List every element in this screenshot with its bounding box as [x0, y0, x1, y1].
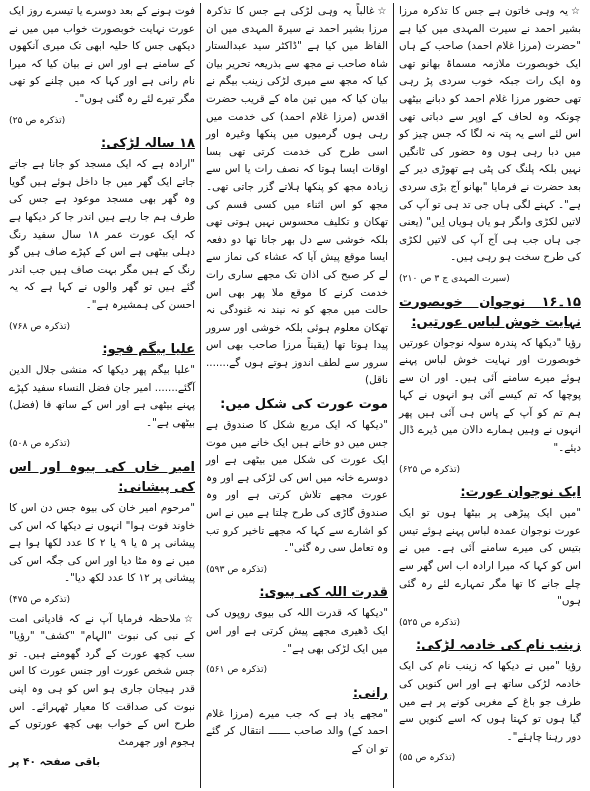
- paragraph-text: ملاحظہ فرمایا آپ نے کہ قادیانی امت کے نبی کی نبوت "الہام" "کشف" "رؤیا" سب کچھ عورت کے گرد گھومتے ہیں۔ تو جس شخص عورت اور جنس عورت کا اس قدر ہیجان جاری ہو اس کو ہی وہ اپنی نبوت کی صداقت کا معیار ٹھہرائے۔ اس طرح اس کے خواب بھی کچھ عورتوں کے ہجوم اور جھرمٹ: [9, 612, 195, 748]
- paragraph-text: "ارادہ ہے کہ ایک مسجد کو جانا ہے جاتے جاتے ایک گھر میں جا داخل ہوئے ہیں گویا وہ گھر بھی مسجد موعود ہے جس کی طرف ہم جا رہے ہیں اندر جا کر دیکھا ہے کہ ایک عورت عمر ۱۸ سال سفید رنگ دہلی بیٹھی ہے اس کے کپڑے صاف ہیں گو رنگ کے ہیں مگر بہت صاف ہیں جب اندر گئے ہیں تو گھر والوں نے کہا ہے کہ یہ احسن کی ہمشیرہ ہے"۔: [9, 158, 195, 311]
- paragraph-text: "دیکھا کہ قدرت اللہ کی بیوی روپوں کی ایک ڈھیری مجھے پیش کرتی ہے اور اس میں ایک لڑکی بھی ہے"۔: [206, 607, 388, 655]
- star-icon: ☆: [570, 6, 581, 17]
- paragraph: [206, 605, 388, 658]
- citation-reference: (تذکرہ ص ۲۵): [9, 114, 66, 126]
- citation-reference: (تذکرہ ص ۵۶۱): [206, 664, 268, 676]
- citation-reference: (تذکرہ ص ۴۷۵): [9, 594, 71, 606]
- paragraph: [9, 500, 195, 588]
- column-right: [394, 3, 586, 788]
- section-heading: ۱۸ سالہ لڑکی:: [101, 136, 195, 152]
- citation-reference: (سیرت المہدی ج ۳ ص ۲۱۰): [399, 272, 510, 284]
- citation-reference: (تذکرہ ص ۶۲۵): [399, 463, 461, 475]
- star-icon: ☆: [377, 6, 388, 17]
- paragraph: [9, 362, 195, 432]
- paragraph: [206, 706, 388, 759]
- section-heading: ایک نوجوان عورت:: [460, 485, 581, 501]
- paragraph: [399, 3, 581, 267]
- section-heading: امیر خاں کی بیوہ اور اس کی پیشانی:: [9, 460, 195, 496]
- paragraph-text: غالباً یہ وہی لڑکی ہے جس کا تذکرہ مرزا بشیر احمد نے سیرۃ المہدی میں ان الفاظ میں کیا ہے "ڈاکٹر سید عبدالستار شاہ صاحب نے مجھ سے بذریعہ تحریر بیان کیا کہ مجھ سے میری لڑکی زینب بیگم نے بیان کیا کہ میں تین ماہ کے قریب حضرت اقدس (مرزا غلام احمد) کی خدمت میں رہی ہوں گرمیوں میں پنکھا وغیرہ اور اسی طرح کی خدمت کرتی تھی بسا اوقات ایسا ہوتا کہ نصف رات یا اس سے زیادہ مجھ کو پنکھا ہلاتے گزر جاتی تھی۔ مجھ کو اس اثناء میں کسی قسم کی تھکان و تکلیف محسوس نہیں ہوتی تھی بلکہ خوشی سے دل بھر جاتا تھا دو دفعہ ایسا موقع پیش آیا کہ عشاء کی نماز سے لے کر صبح کی اذان تک مجھے ساری رات خدمت کرنے کا موقع ملا پھر بھی اس حالت میں مجھ کو نہ نیند نہ غنودگی نہ تھکان معلوم ہوئی بلکہ خوشی اور سرور پیدا ہوتا تھا (یقیناً مرزا صاحب بھی اس سرور سے لطف اندوز ہوتے ہوں گے....... ناقل): [206, 5, 388, 387]
- paragraph-text: فوت ہونے کے بعد دوسرے یا تیسرے روز ایک عورت نہایت خوبصورت خواب میں میں نے دیکھی جس کا حلیہ ابھی تک میری آنکھوں کے سامنے ہے اور اس نے بیان کیا کہ میرا نام رانی ہے اور کہا کہ میں چلنے کو تھی مگر تیرے لئے رہ گئی ہوں"۔: [9, 5, 195, 105]
- citation-reference: (تذکرہ ص ۵۰۸): [9, 438, 71, 450]
- citation-reference: (تذکرہ ص ۵۹۳): [206, 563, 268, 575]
- paragraph: [9, 3, 195, 109]
- paragraph: [206, 3, 388, 390]
- paragraph-text: یہ وہی خاتون ہے جس کا تذکرہ مرزا بشیر احمد نے سیرت المہدی میں کیا ہے "حضرت (مرزا غلام احمد) صاحب کے ہاں ایک خوبصورت ملازمہ مسماۃ بھانو تھی وہ ایک رات جبکہ خوب سردی پڑ رہی تھی حضور مرزا غلام احمد کو دبانے بیٹھی چونکہ وہ لحاف کے اوپر سے دباتی تھی اس لئے اسے یہ پتہ نہ لگا کہ جس چیز کو میں دبا رہی ہوں وہ حضور کی ٹانگیں نہیں بلکہ پلنگ کی پٹی ہے تھوڑی دیر کے بعد حضرت نے فرمایا "بھانو آج بڑی سردی ہے"۔ کہنے لگی ہاں جی تد ہی تو آپ کی لاتیں لکڑی واںگر ہو یاں ہویاں اِیں" (یعنی جی ہاں جب ہی آج آپ کی لاتیں لکڑی کی طرح سخت ہو رہی ہیں۔: [399, 5, 581, 264]
- section-heading: رانی:: [352, 685, 388, 701]
- section-heading: قدرت اللہ کی بیوی:: [259, 585, 388, 601]
- paragraph: [9, 611, 195, 752]
- paragraph: [206, 417, 388, 558]
- continued-on-page-note: باقی صفحہ ۴۰ پر: [9, 756, 101, 769]
- paragraph-text: "علیا بیگم پھر دیکھا کہ منشی جلال الدین آگئے....... امیر جان فضل النساء سفید کپڑے پہنے بیٹھی ہے اور اس کے ساتھ فا (فضل) بیٹھی ہے"۔: [9, 364, 195, 429]
- section-heading: علیا بیگم فجو:: [102, 342, 195, 358]
- paragraph-text: رؤیا "میں نے دیکھا کہ زینب نام کی ایک خادمہ لڑکی ساتھ ہے اور اس کنویں کی طرف جو باغ کے مغربی کونے پر ہے میں گیا ہوں تو کہتا ہوں کہ اسے کنویں سے دور رہنا چاہئے"۔: [399, 660, 581, 743]
- paragraph: [399, 505, 581, 611]
- section-heading: موت عورت کی شکل میں:: [220, 397, 388, 413]
- section-heading: زینب نام کی خادمہ لڑکی:: [415, 638, 581, 654]
- paragraph-text: "میں ایک پیڑھی پر بیٹھا ہوں تو ایک عورت نوجوان عمدہ لباس پہنے ہوئے تیس بتیس کی میرے سامنے آئی ہے۔ میں نے اس کو کہا کہ میرا ارادہ اب اس گھر سے چلے جانے کا تھا مگر تمہارے لئے رہ گئی ہوں": [399, 507, 581, 608]
- paragraph-text: "مرحوم امیر خان کی بیوہ جس دن اس کا خاوند فوت ہوا" انہوں نے دیکھا کہ اس کی پیشانی پر ۵ یا ۹ یا ۲ کا عدد لکھا ہوا ہے میں نے وہ مٹا دیا اور اس کی جگہ اس کی پیشانی پر ۱۲ کا عدد لکھ دیا"۔: [9, 502, 196, 585]
- citation-reference: (تذکرہ ص ۵۵): [399, 752, 456, 764]
- citation-reference: (تذکرہ ص ۷۶۸): [9, 320, 71, 332]
- paragraph: [399, 658, 581, 746]
- star-icon: ☆: [184, 613, 195, 625]
- paragraph-text: "مجھے یاد ہے کہ جب میرے (مرزا غلام احمد کے) والد صاحب ـــــــ انتقال کر گئے تو ان کے: [206, 707, 388, 755]
- paragraph: [9, 156, 195, 314]
- paragraph-text: "دیکھا کہ ایک مربع شکل کا صندوق ہے جس میں دو خانے ہیں ایک خانے میں موت ایک عورت کی شکل میں بیٹھی ہے اور دوسرے خانہ میں اس کی لڑکی ہے اور وہ عورت مجھے تلاش کرتی ہے اور وہ صندوق گاڑی کی طرح چلتا ہے میں نے اس کو اشارے سے کہا کہ مجھے تاخیر کرو تب وہ تعامل سی رہ گئی"۔: [206, 419, 388, 555]
- paragraph: [399, 335, 581, 458]
- column-left: [4, 3, 200, 788]
- citation-reference: (تذکرہ ص ۵۲۵): [399, 616, 461, 628]
- section-heading: ۱۵۔۱۶ نوجوان خوبصورت نہایت خوش لباس عورتیں:: [399, 294, 581, 330]
- column-middle: [200, 3, 394, 788]
- paragraph-text: رؤیا "دیکھا کہ پندرہ سولہ نوجوان عورتیں خوبصورت اور نہایت خوش لباس پہنے ہوئے میرے سامنے آئی ہیں۔ اور ان سے پوچھا کہ تم کیسے آئی ہو انہوں نے کہا ہم تم کو آپ کے پاس ہی آئی ہیں پھر انہوں نے وہیں ہمارے دالان میں ڈیرے ڈال دیئے۔": [399, 336, 581, 455]
